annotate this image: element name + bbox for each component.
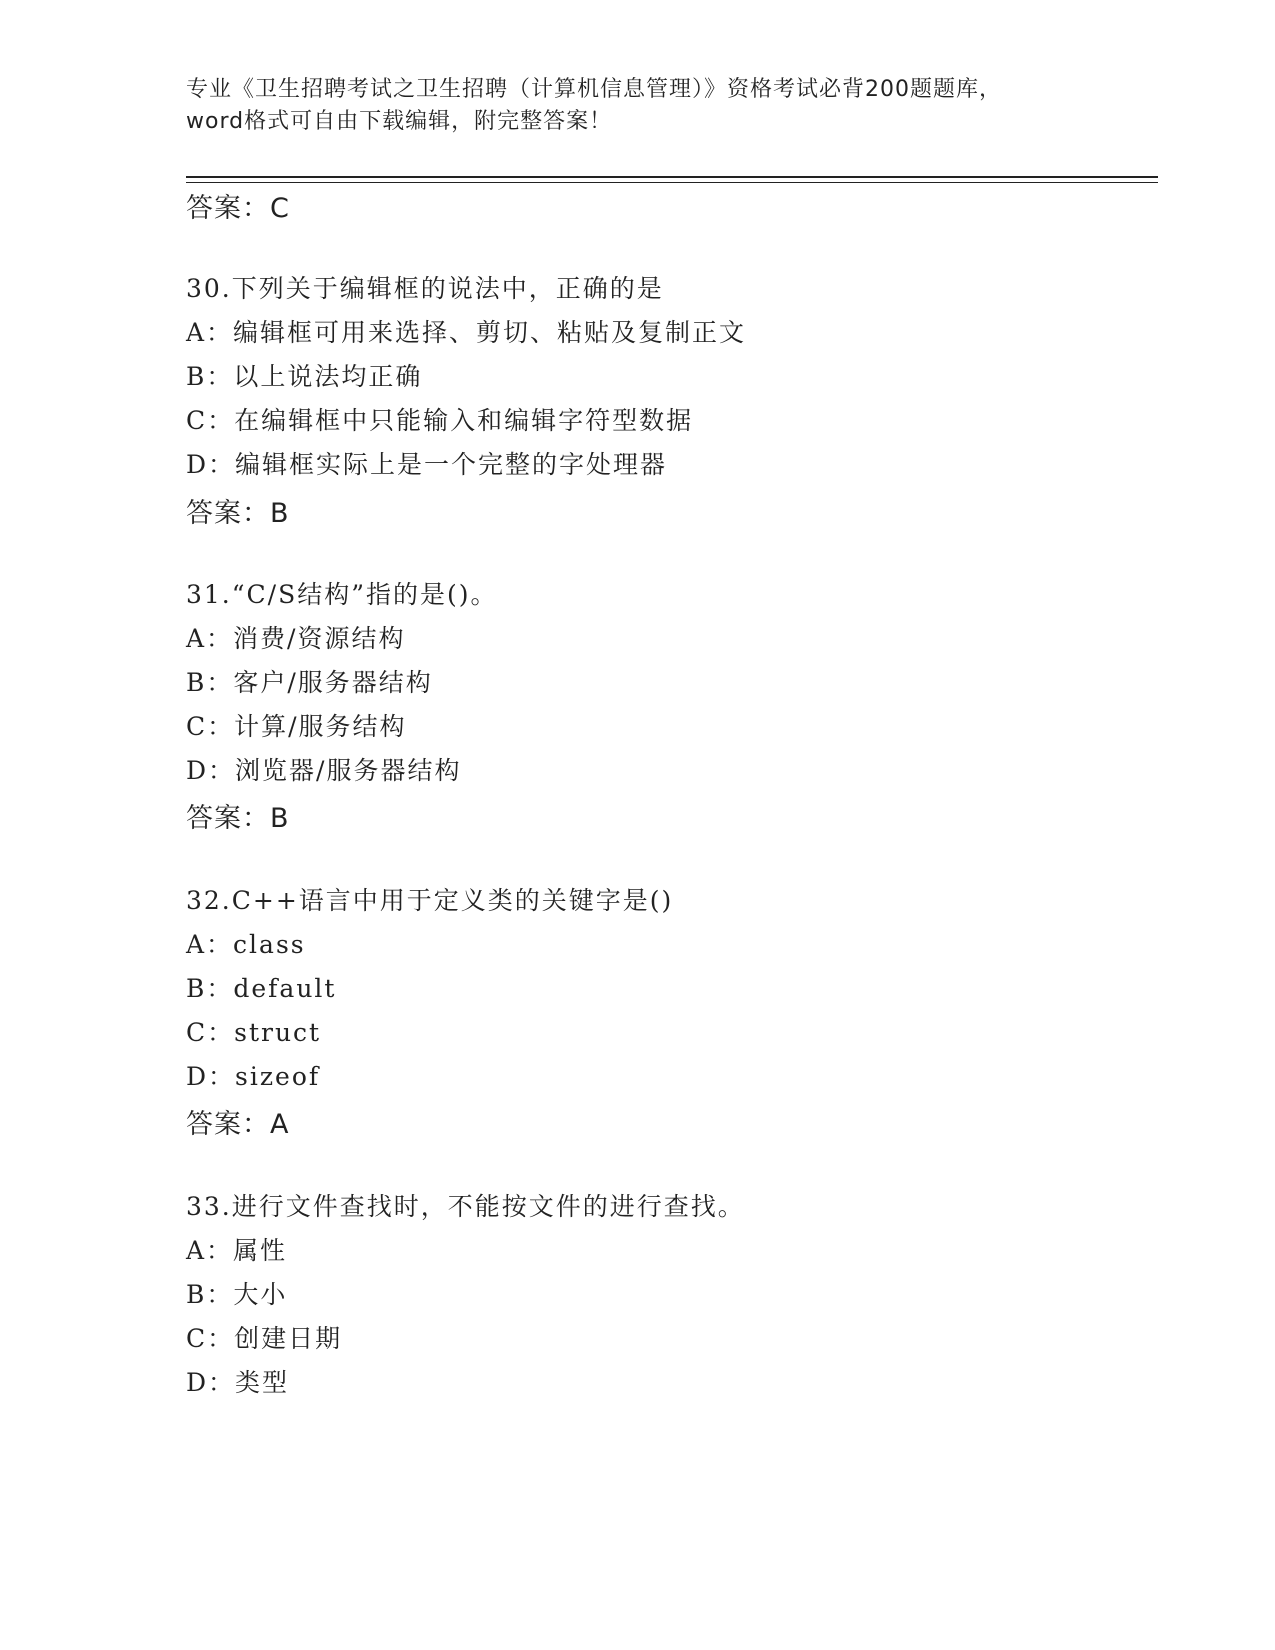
question-31-answer: 答案：B — [186, 803, 290, 834]
question-30-option-c: C：在编辑框中只能输入和编辑字符型数据 — [186, 406, 694, 435]
question-33-stem: 33.进行文件查找时，不能按文件的进行查找。 — [186, 1192, 745, 1221]
question-32-answer: 答案：A — [186, 1109, 290, 1140]
question-32-option-d: D：sizeof — [186, 1062, 321, 1091]
question-31-option-d: D：浏览器/服务器结构 — [186, 756, 462, 785]
question-32-stem: 32.C++语言中用于定义类的关键字是() — [186, 886, 674, 915]
header-line-1: 专业《卫生招聘考试之卫生招聘（计算机信息管理）》资格考试必背200题题库， — [186, 77, 1002, 102]
document-header — [186, 74, 1086, 138]
question-30-option-a: A：编辑框可用来选择、剪切、粘贴及复制正文 — [186, 318, 747, 347]
question-33-option-b: B：大小 — [186, 1280, 288, 1309]
question-30-answer: 答案：B — [186, 498, 290, 529]
question-32-option-a: A：class — [186, 930, 306, 959]
question-30-option-d: D：编辑框实际上是一个完整的字处理器 — [186, 450, 668, 479]
question-30-stem: 30.下列关于编辑框的说法中，正确的是 — [186, 274, 664, 303]
header-divider-thick — [186, 176, 1158, 178]
header-divider-thin — [186, 182, 1158, 183]
previous-answer: 答案：C — [186, 193, 290, 224]
question-33-option-d: D：类型 — [186, 1368, 290, 1397]
question-31-stem: 31.“C/S结构”指的是()。 — [186, 580, 498, 609]
question-31-option-a: A：消费/资源结构 — [186, 624, 406, 653]
header-line-2: word格式可自由下载编辑，附完整答案！ — [186, 109, 613, 134]
question-31-option-c: C：计算/服务结构 — [186, 712, 407, 741]
question-33-option-c: C：创建日期 — [186, 1324, 343, 1353]
question-30-option-b: B：以上说法均正确 — [186, 362, 423, 391]
question-33-option-a: A：属性 — [186, 1236, 288, 1265]
question-32-option-c: C：struct — [186, 1018, 322, 1047]
question-32-option-b: B：default — [186, 974, 337, 1003]
question-31-option-b: B：客户/服务器结构 — [186, 668, 433, 697]
